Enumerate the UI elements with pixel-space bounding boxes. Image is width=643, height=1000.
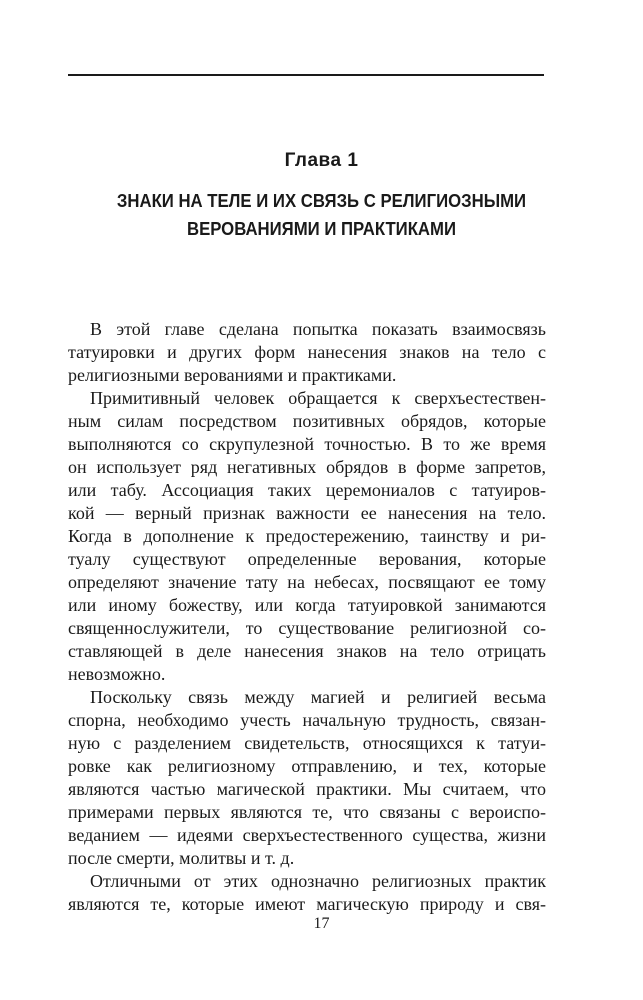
header-rule [68,74,544,76]
text-line: выполняются со скрупулезной точностью. В то же время [68,434,546,454]
text-line: он использует ряд негативных обрядов в форме запретов, [68,457,546,477]
text-line: Поскольку связь между магией и религией весьма [90,687,546,707]
body-text [68,318,546,916]
text-line: священнослужители, то существование религиозной со- [68,618,546,638]
text-line: спорна, необходимо учесть начальную трудность, связан- [68,710,546,730]
text-line: невозможно. [68,664,166,684]
text-line: туалу существуют определенные верования, которые [68,549,546,569]
text-line: В этой главе сделана попытка показать взаимосвязь [90,319,546,339]
text-line: являются те, которые имеют магическую природу и свя- [68,894,546,914]
text-line: кой — верный признак важности ее нанесения на тело. [68,503,546,523]
text-line: Отличными от этих однозначно религиозных практик [90,871,546,891]
text-line: ровке как религиозному отправлению, и тех, которые [68,756,546,776]
chapter-title-line: ВЕРОВАНИЯМИ И ПРАКТИКАМИ [186,219,457,239]
text-line: Когда в дополнение к предостережению, таинству и ри- [68,526,546,546]
text-line: татуировки и других форм нанесения знаков на тело с [68,342,546,362]
page-number: 17 [313,915,330,932]
chapter-title-line: ЗНАКИ НА ТЕЛЕ И ИХ СВЯЗЬ С РЕЛИГИОЗНЫМИ [116,191,527,211]
chapter-number: Глава 1 [284,150,359,171]
paragraph [68,318,546,387]
text-line: или иному божеству, или когда татуировкой занимаются [68,595,546,615]
paragraph [68,387,546,686]
paragraph [68,686,546,870]
text-line: религиозными верованиями и практиками. [68,365,397,385]
text-line: определяют значение тату на небесах, посвящают ее тому [68,572,546,592]
text-line: являются частью магической практики. Мы считаем, что [68,779,546,799]
text-line: Примитивный человек обращается к сверхъестествен- [90,388,546,408]
text-line: примерами первых являются те, что связаны с вероиспо- [68,802,546,822]
text-line: ным силам посредством позитивных обрядов, которые [68,411,546,431]
text-line: ставляющей в деле нанесения знаков на тело отрицать [68,641,546,661]
chapter-title [78,187,564,243]
paragraph [68,870,546,916]
text-line: после смерти, молитвы и т. д. [68,848,295,868]
text-line: или табу. Ассоциация таких церемониалов с татуиров- [68,480,546,500]
text-line: ную с разделением свидетельств, относящихся к татуи- [68,733,546,753]
text-line: веданием — идеями сверхъестественного существа, жизни [68,825,546,845]
